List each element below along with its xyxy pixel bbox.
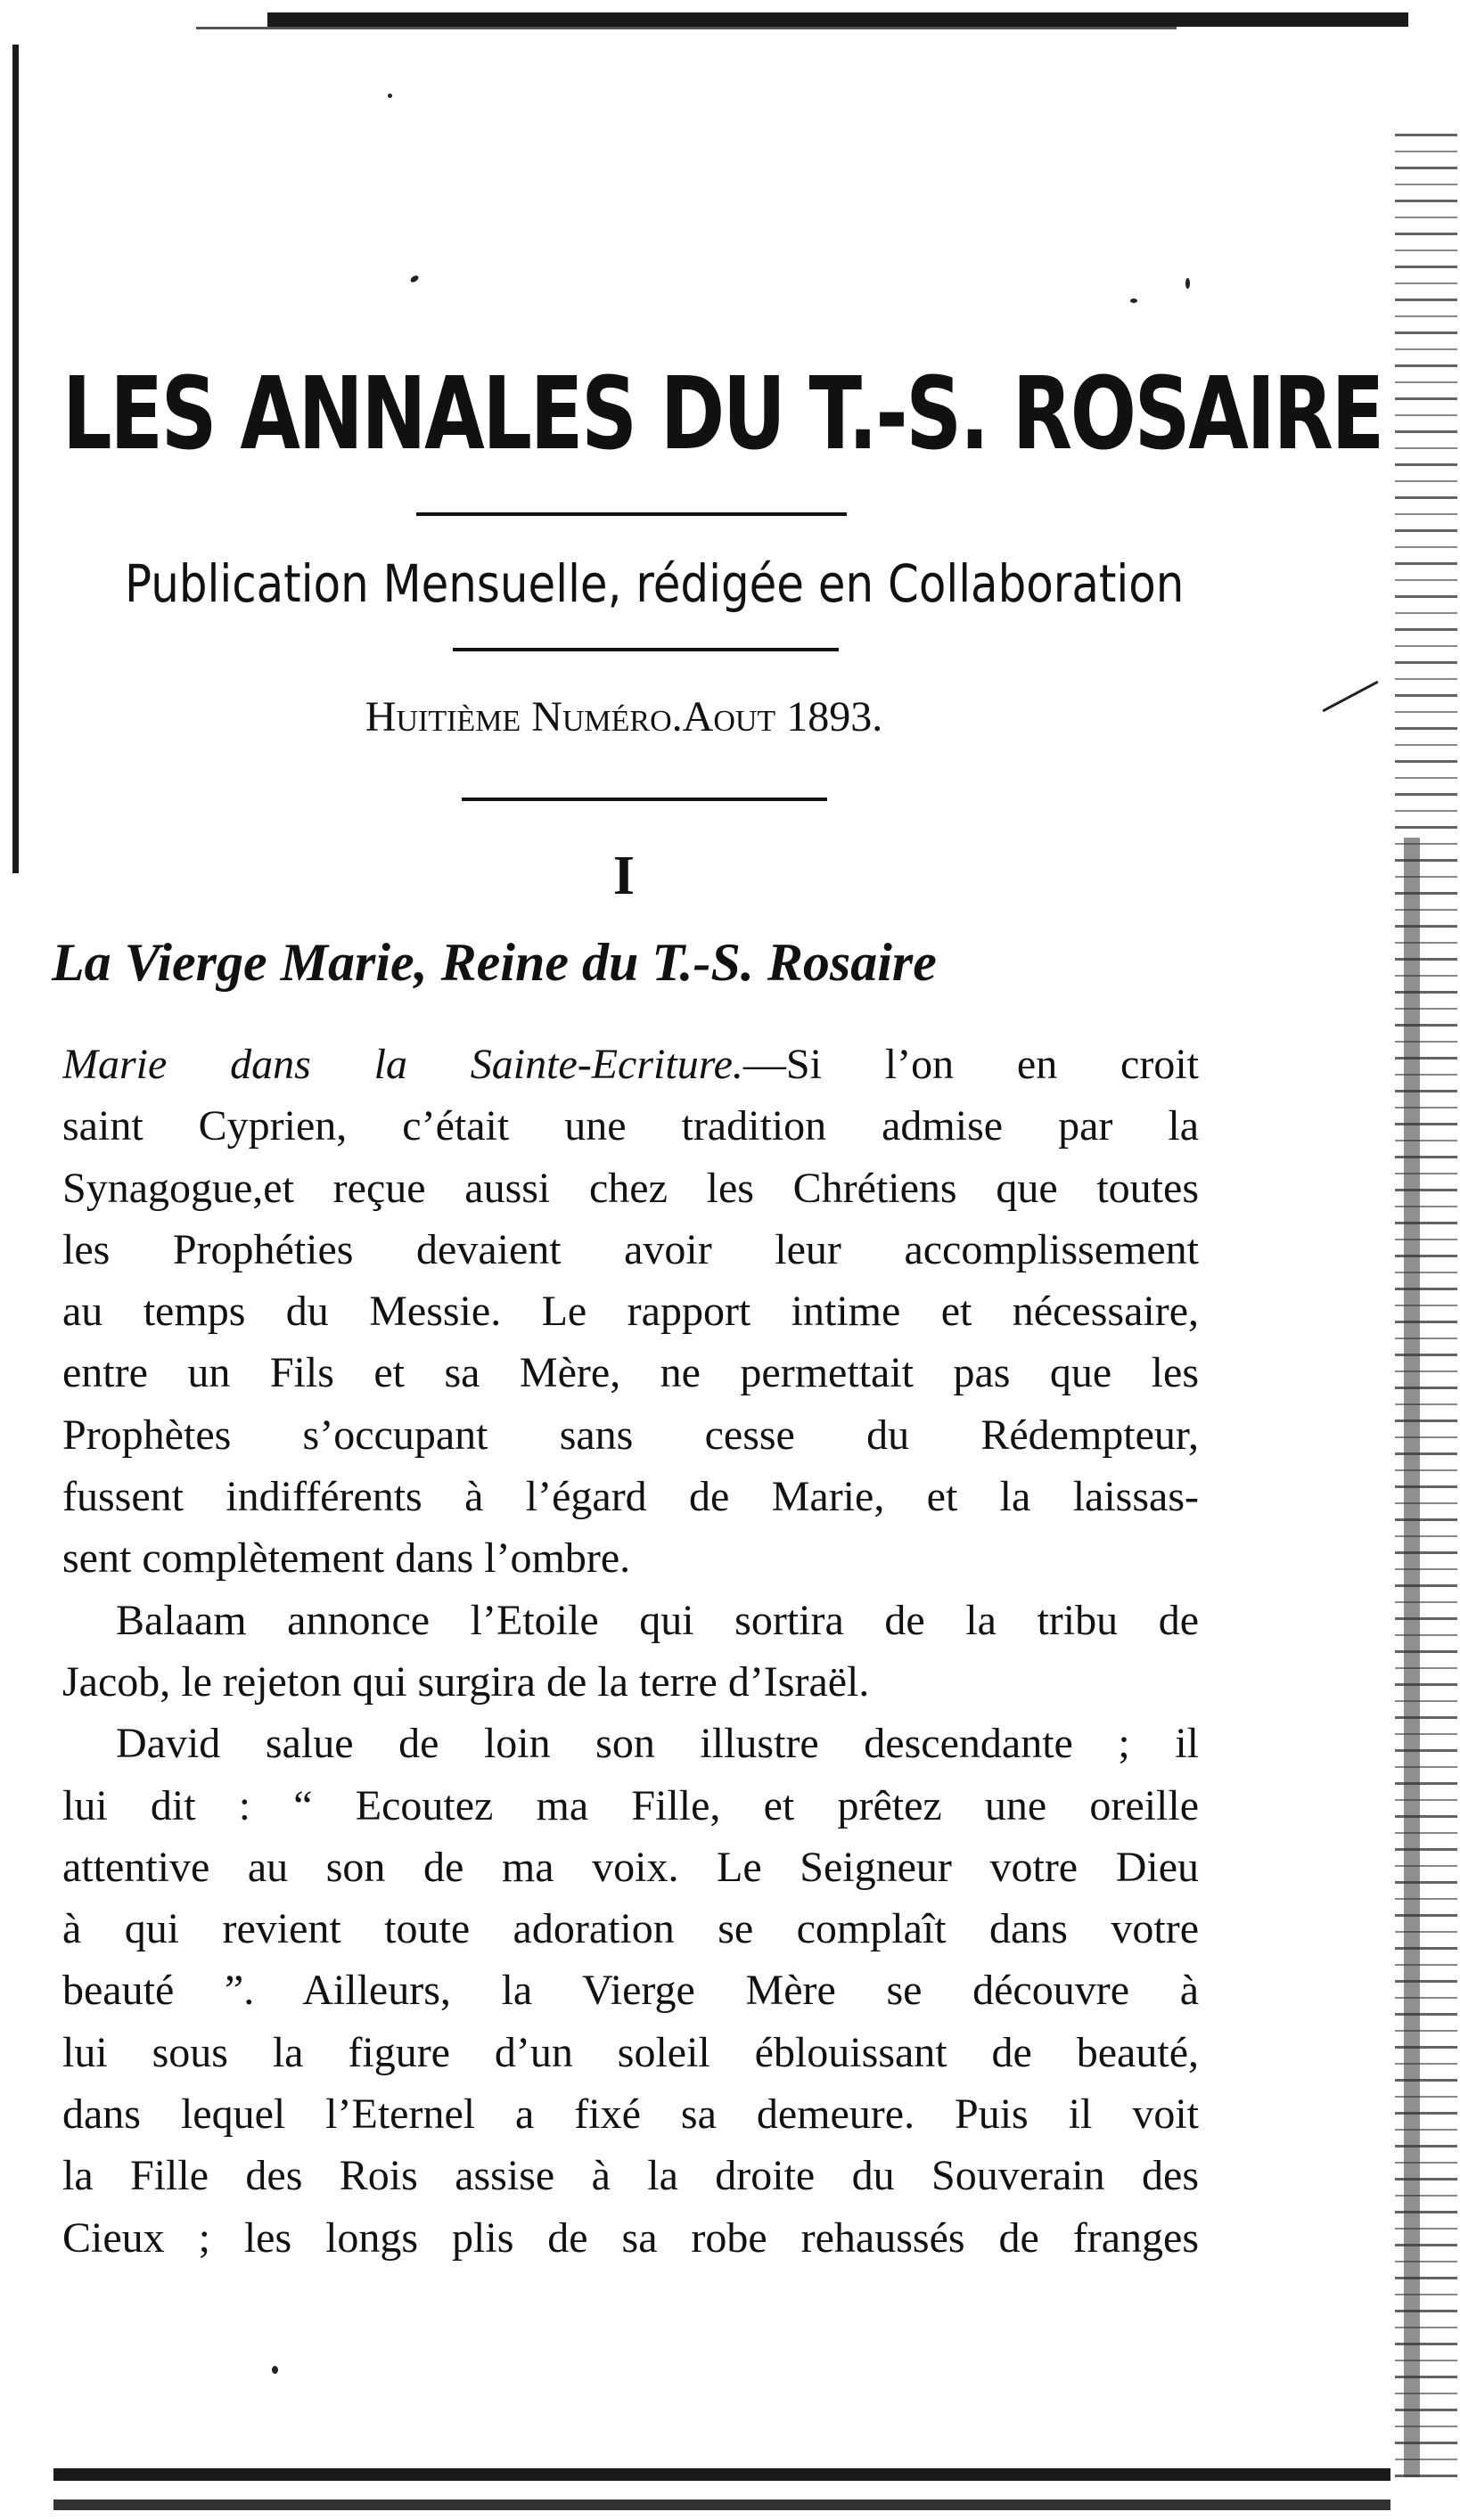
subtitle-divider bbox=[453, 648, 839, 651]
text-line: dans lequel l’Eternel a fixé sa demeure. Puis il voit bbox=[62, 2090, 1199, 2139]
section-number: I bbox=[612, 846, 636, 906]
text-line: Balaam annonce l’Etoile qui sortira de la tribu de bbox=[116, 1596, 1199, 1644]
text-line: David salue de loin son illustre descendante ; il bbox=[116, 1720, 1199, 1768]
issue-line bbox=[0, 686, 1248, 749]
section-title: La Vierge Marie, Reine du T.-S. Rosaire bbox=[52, 933, 937, 992]
bottom-border-thin-rule bbox=[53, 2500, 1390, 2510]
scan-speck bbox=[409, 274, 420, 284]
text-line: beauté ”. Ailleurs, la Vierge Mère se découvre à bbox=[62, 1967, 1199, 2015]
bottom-border-rule bbox=[53, 2468, 1390, 2481]
text-line: la Fille des Rois assise à la droite du Souverain des bbox=[62, 2152, 1199, 2200]
text-line: au temps du Messie. Le rapport intime et nécessaire, bbox=[62, 1288, 1199, 1336]
issue-divider bbox=[462, 798, 827, 801]
text-line: lui sous la figure d’un soleil éblouissant de beauté, bbox=[62, 2028, 1199, 2076]
page-title: LES ANNALES DU T.-S. ROSAIRE bbox=[62, 356, 1382, 472]
text-line: Prophètes s’occupant sans cesse du Rédempteur, bbox=[62, 1411, 1199, 1459]
text-line: fussent indifférents à l’égard de Marie, et la laissas- bbox=[62, 1473, 1199, 1521]
text-line: entre un Fils et sa Mère, ne permettait pas que les bbox=[62, 1349, 1199, 1397]
scan-speck bbox=[1322, 681, 1378, 713]
text-line: à qui revient toute adoration se complaît dans votre bbox=[62, 1905, 1199, 1953]
scan-speck bbox=[1130, 299, 1137, 303]
text-line: sent complètement dans l’ombre. bbox=[62, 1534, 631, 1583]
scan-speck bbox=[388, 94, 392, 98]
body-text bbox=[62, 1034, 1199, 2269]
text-line: saint Cyprien, c’était une tradition admise par la bbox=[62, 1102, 1199, 1150]
top-border-rule bbox=[267, 12, 1408, 27]
right-edge-binding bbox=[1404, 838, 1420, 2477]
scan-speck bbox=[1185, 278, 1190, 289]
text-line: les Prophéties devaient avoir leur accomplissement bbox=[62, 1225, 1199, 1273]
text-line: Synagogue,et reçue aussi chez les Chrétiens que toutes bbox=[62, 1164, 1199, 1212]
text-line: lui dit : “ Ecoutez ma Fille, et prêtez une oreille bbox=[62, 1781, 1199, 1829]
lead-in: Marie dans la Sainte-Ecriture. bbox=[62, 1041, 743, 1088]
left-border-rule bbox=[12, 45, 19, 873]
issue-number: Huitième Numéro. bbox=[365, 693, 683, 740]
issue-date: Aout 1893. bbox=[682, 693, 883, 740]
publication-subtitle: Publication Mensuelle, rédigée en Collaboration bbox=[125, 553, 1185, 614]
text-line: Cieux ; les longs plis de sa robe rehaussés de franges bbox=[62, 2213, 1199, 2262]
scan-speck bbox=[272, 2366, 278, 2374]
top-border-thin-rule bbox=[196, 27, 1177, 29]
text-line: attentive au son de ma voix. Le Seigneur votre Dieu bbox=[62, 1843, 1199, 1891]
text-line: Marie dans la Sainte-Ecriture.—Si l’on en croit bbox=[62, 1041, 1199, 1088]
title-divider bbox=[416, 512, 847, 516]
text-line: Jacob, le rejeton qui surgira de la terre d’Israël. bbox=[62, 1657, 870, 1706]
